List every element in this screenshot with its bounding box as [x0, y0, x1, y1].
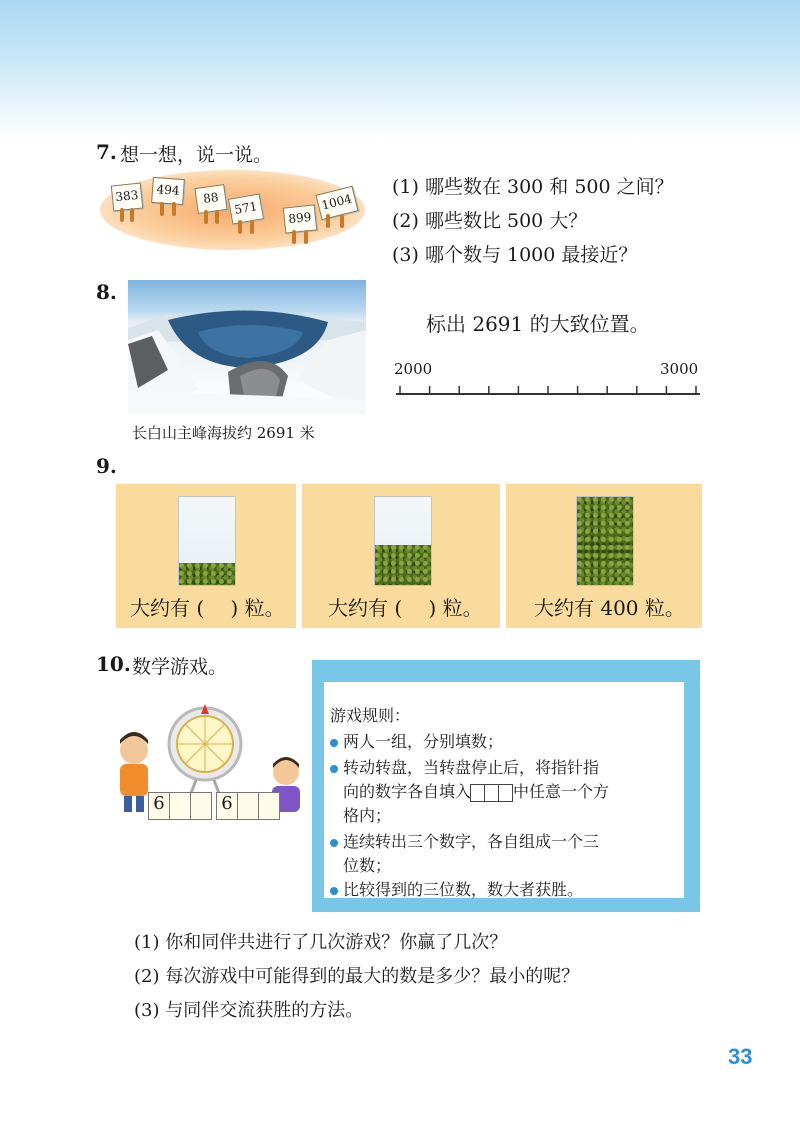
rule-item-cont: 向的数字各自填入 中任意一个方	[343, 782, 610, 801]
player1-digit-boxes	[148, 792, 212, 820]
header-band	[0, 0, 800, 140]
bullet-icon	[330, 765, 338, 773]
bean-estimate-text: 大约有 400 粒。	[534, 596, 685, 620]
bean-panel	[302, 484, 500, 628]
blank-box	[470, 784, 485, 802]
number-line-start: 2000	[394, 360, 433, 378]
q10-question: (3) 与同伴交流获胜的方法。	[134, 1000, 364, 1021]
crater-lake-photo	[128, 280, 366, 414]
q10-question: (1) 你和同伴共进行了几次游戏？你赢了几次？	[134, 932, 508, 953]
number-card: 899	[283, 204, 318, 233]
rule-item: 比较得到的三位数，数大者获胜。	[330, 878, 583, 902]
bean-estimate-text: 大约有 ( ) 粒。	[328, 596, 483, 620]
number-card: 88	[194, 184, 227, 214]
rule-item: 转动转盘，当转盘停止后，将指针指	[330, 756, 599, 780]
number-card: 571	[228, 193, 264, 224]
number-card: 494	[151, 177, 185, 205]
beans-fill	[179, 563, 235, 585]
rule-item: 两人一组，分别填数；	[330, 730, 503, 754]
q7-number: 7.	[96, 140, 117, 164]
game-rules-content	[324, 682, 684, 898]
rule-item-cont: 格内；	[343, 806, 392, 825]
number-card: 383	[111, 183, 144, 212]
q8-number: 8.	[96, 280, 117, 304]
bullet-icon	[330, 887, 338, 895]
q8-instruction: 标出 2691 的大致位置。	[426, 312, 650, 336]
digit-box	[170, 792, 191, 820]
number-card: 1004	[315, 186, 358, 220]
q7-question: (2) 哪些数比 500 大？	[392, 210, 588, 232]
number-line-end: 3000	[660, 360, 699, 378]
bean-estimate-text: 大约有 ( ) 粒。	[130, 596, 285, 620]
q10-question: (2) 每次游戏中可能得到的最大的数是多少？最小的呢？	[134, 966, 580, 987]
rules-title: 游戏规则：	[330, 706, 411, 725]
bean-jar	[576, 496, 634, 586]
bullet-icon	[330, 839, 338, 847]
digit-box	[238, 792, 259, 820]
bean-jar	[178, 496, 236, 586]
photo-caption: 长白山主峰海拔约 2691 米	[132, 424, 315, 442]
rule-item-cont: 位数；	[343, 856, 392, 875]
q7-question: (1) 哪些数在 300 和 500 之间？	[392, 176, 674, 198]
bean-panel	[116, 484, 296, 628]
q10-number: 10.	[96, 652, 131, 676]
number-line[interactable]	[396, 380, 700, 400]
bullet-icon	[330, 739, 338, 747]
digit-box: 6	[216, 792, 238, 820]
q9-number: 9.	[96, 454, 117, 478]
rule-item: 连续转出三个数字，各自组成一个三	[330, 830, 599, 854]
page-number: 33	[728, 1044, 753, 1069]
mountain-lake-illustration	[128, 280, 366, 414]
digit-box	[259, 792, 280, 820]
digit-box	[191, 792, 212, 820]
bean-panel	[506, 484, 702, 628]
blank-box	[498, 784, 513, 802]
bean-jar	[374, 496, 432, 586]
game-rules-box	[312, 660, 700, 912]
beans-fill	[577, 497, 633, 585]
digit-box: 6	[148, 792, 170, 820]
blank-box	[484, 784, 499, 802]
q7-question: (3) 哪个数与 1000 最接近？	[392, 244, 638, 266]
q10-title: 数学游戏。	[132, 656, 228, 678]
beans-fill	[375, 545, 431, 585]
q7-title: 想一想，说一说。	[120, 144, 273, 166]
player2-digit-boxes	[216, 792, 280, 820]
